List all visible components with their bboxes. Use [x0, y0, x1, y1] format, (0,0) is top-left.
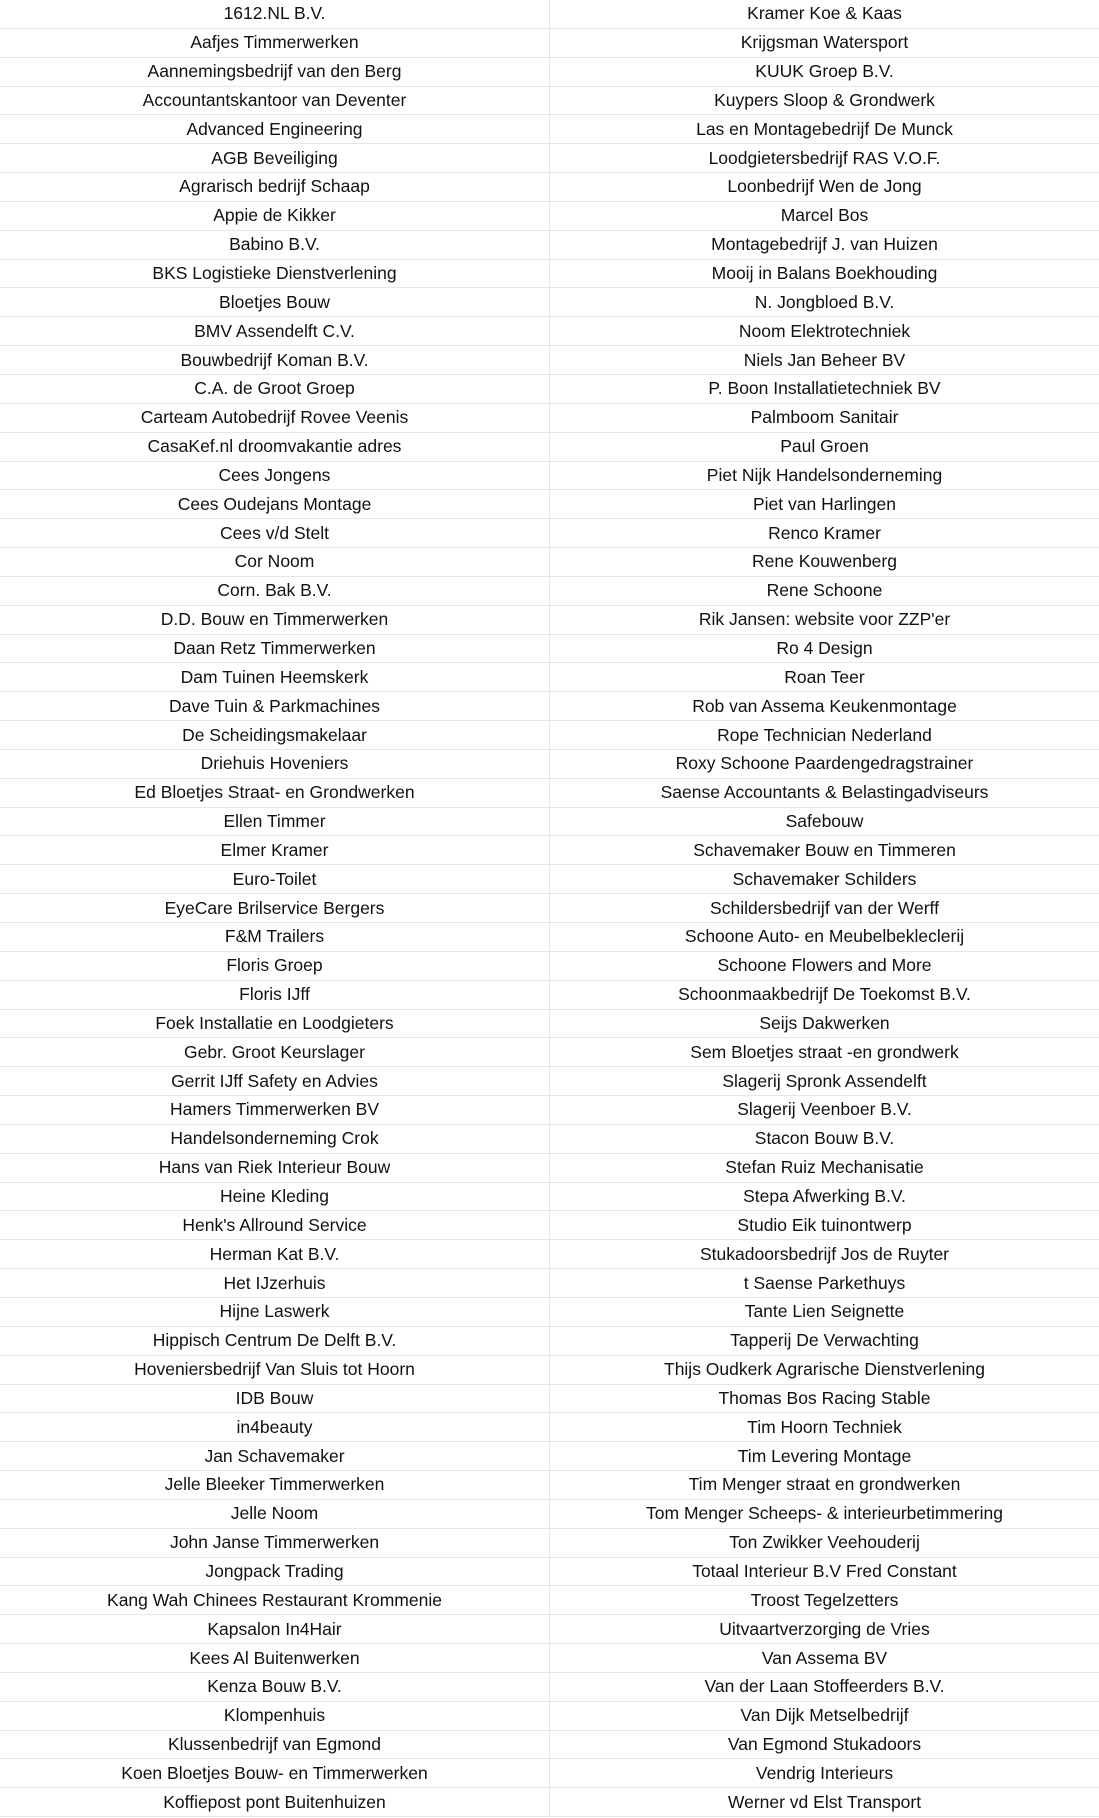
table-cell-left: F&M Trailers [0, 923, 550, 952]
table-cell-right: Vendrig Interieurs [550, 1759, 1099, 1788]
table-cell-right: Van Assema BV [550, 1644, 1099, 1673]
table-cell-right: Ton Zwikker Veehouderij [550, 1529, 1099, 1558]
table-cell-right: Slagerij Spronk Assendelft [550, 1067, 1099, 1096]
table-cell-left: Cor Noom [0, 548, 550, 577]
table-cell-right: Schoonmaakbedrijf De Toekomst B.V. [550, 981, 1099, 1010]
table-cell-left: Advanced Engineering [0, 115, 550, 144]
table-cell-right: Noom Elektrotechniek [550, 317, 1099, 346]
table-cell-left: Hoveniersbedrijf Van Sluis tot Hoorn [0, 1356, 550, 1385]
table-cell-right: Marcel Bos [550, 202, 1099, 231]
table-cell-right: Roxy Schoone Paardengedragstrainer [550, 750, 1099, 779]
table-cell-right: Rik Jansen: website voor ZZP'er [550, 606, 1099, 635]
table-cell-left: Koen Bloetjes Bouw- en Timmerwerken [0, 1759, 550, 1788]
table-cell-right: Thomas Bos Racing Stable [550, 1385, 1099, 1414]
table-cell-right: Slagerij Veenboer B.V. [550, 1096, 1099, 1125]
table-cell-left: Hippisch Centrum De Delft B.V. [0, 1327, 550, 1356]
table-cell-right: Renco Kramer [550, 519, 1099, 548]
table-cell-left: Cees Oudejans Montage [0, 490, 550, 519]
table-cell-right: Sem Bloetjes straat -en grondwerk [550, 1038, 1099, 1067]
table-cell-left: Carteam Autobedrijf Rovee Veenis [0, 404, 550, 433]
table-cell-left: Aannemingsbedrijf van den Berg [0, 58, 550, 87]
table-cell-left: Dam Tuinen Heemskerk [0, 663, 550, 692]
table-cell-right: Paul Groen [550, 433, 1099, 462]
table-cell-right: Seijs Dakwerken [550, 1010, 1099, 1039]
table-cell-right: Piet van Harlingen [550, 490, 1099, 519]
table-cell-left: Corn. Bak B.V. [0, 577, 550, 606]
table-cell-left: Dave Tuin & Parkmachines [0, 692, 550, 721]
table-cell-right: Schildersbedrijf van der Werff [550, 894, 1099, 923]
table-cell-right: Niels Jan Beheer BV [550, 346, 1099, 375]
table-cell-right: Roan Teer [550, 663, 1099, 692]
table-cell-right: Rope Technician Nederland [550, 721, 1099, 750]
table-cell-right: Stacon Bouw B.V. [550, 1125, 1099, 1154]
table-cell-left: Cees v/d Stelt [0, 519, 550, 548]
table-cell-left: Gerrit IJff Safety en Advies [0, 1067, 550, 1096]
table-cell-right: Tom Menger Scheeps- & interieurbetimmering [550, 1500, 1099, 1529]
table-cell-right: Schavemaker Bouw en Timmeren [550, 836, 1099, 865]
table-cell-right: Werner vd Elst Transport [550, 1788, 1099, 1817]
table-cell-right: Tim Levering Montage [550, 1442, 1099, 1471]
table-cell-right: Tapperij De Verwachting [550, 1327, 1099, 1356]
table-cell-left: Daan Retz Timmerwerken [0, 635, 550, 664]
table-cell-right: Loodgietersbedrijf RAS V.O.F. [550, 144, 1099, 173]
table-cell-left: Floris Groep [0, 952, 550, 981]
table-cell-left: Gebr. Groot Keurslager [0, 1038, 550, 1067]
table-cell-left: Driehuis Hoveniers [0, 750, 550, 779]
table-cell-right: Saense Accountants & Belastingadviseurs [550, 779, 1099, 808]
table-cell-left: Accountantskantoor van Deventer [0, 87, 550, 116]
table-cell-left: Henk's Allround Service [0, 1211, 550, 1240]
table-cell-left: Babino B.V. [0, 231, 550, 260]
table-cell-right: Loonbedrijf Wen de Jong [550, 173, 1099, 202]
table-cell-right: Totaal Interieur B.V Fred Constant [550, 1558, 1099, 1587]
table-cell-left: Appie de Kikker [0, 202, 550, 231]
table-cell-left: EyeCare Brilservice Bergers [0, 894, 550, 923]
table-cell-left: Jan Schavemaker [0, 1442, 550, 1471]
table-cell-right: Piet Nijk Handelsonderneming [550, 462, 1099, 491]
table-cell-right: Van der Laan Stoffeerders B.V. [550, 1673, 1099, 1702]
table-cell-right: Tim Hoorn Techniek [550, 1413, 1099, 1442]
table-cell-right: Las en Montagebedrijf De Munck [550, 115, 1099, 144]
table-cell-right: P. Boon Installatietechniek BV [550, 375, 1099, 404]
table-cell-right: t Saense Parkethuys [550, 1269, 1099, 1298]
table-cell-left: Jelle Noom [0, 1500, 550, 1529]
table-cell-left: Handelsonderneming Crok [0, 1125, 550, 1154]
table-cell-left: 1612.NL B.V. [0, 0, 550, 29]
table-cell-right: N. Jongbloed B.V. [550, 288, 1099, 317]
table-cell-right: Thijs Oudkerk Agrarische Dienstverlening [550, 1356, 1099, 1385]
table-cell-right: Troost Tegelzetters [550, 1586, 1099, 1615]
table-cell-left: Bloetjes Bouw [0, 288, 550, 317]
table-cell-right: Rob van Assema Keukenmontage [550, 692, 1099, 721]
table-cell-right: Schavemaker Schilders [550, 865, 1099, 894]
table-cell-left: CasaKef.nl droomvakantie adres [0, 433, 550, 462]
table-cell-left: Kang Wah Chinees Restaurant Krommenie [0, 1586, 550, 1615]
table-cell-left: Herman Kat B.V. [0, 1240, 550, 1269]
table-cell-left: Kapsalon In4Hair [0, 1615, 550, 1644]
table-cell-left: Kees Al Buitenwerken [0, 1644, 550, 1673]
table-cell-left: AGB Beveiliging [0, 144, 550, 173]
table-cell-left: Ed Bloetjes Straat- en Grondwerken [0, 779, 550, 808]
table-cell-right: Van Dijk Metselbedrijf [550, 1702, 1099, 1731]
table-cell-right: Tante Lien Seignette [550, 1298, 1099, 1327]
table-cell-left: Jongpack Trading [0, 1558, 550, 1587]
table-cell-left: Hans van Riek Interieur Bouw [0, 1154, 550, 1183]
table-cell-right: Rene Kouwenberg [550, 548, 1099, 577]
table-cell-right: Kuypers Sloop & Grondwerk [550, 87, 1099, 116]
table-cell-left: D.D. Bouw en Timmerwerken [0, 606, 550, 635]
table-cell-right: KUUK Groep B.V. [550, 58, 1099, 87]
table-cell-right: Schoone Auto- en Meubelbekleclerij [550, 923, 1099, 952]
table-cell-right: Studio Eik tuinontwerp [550, 1211, 1099, 1240]
table-cell-left: Klompenhuis [0, 1702, 550, 1731]
table-cell-left: Floris IJff [0, 981, 550, 1010]
table-cell-right: Uitvaartverzorging de Vries [550, 1615, 1099, 1644]
table-cell-right: Safebouw [550, 808, 1099, 837]
table-cell-left: Klussenbedrijf van Egmond [0, 1731, 550, 1760]
table-cell-left: in4beauty [0, 1413, 550, 1442]
table-cell-left: Elmer Kramer [0, 836, 550, 865]
table-cell-left: Kenza Bouw B.V. [0, 1673, 550, 1702]
table-cell-left: Foek Installatie en Loodgieters [0, 1010, 550, 1039]
table-cell-right: Stefan Ruiz Mechanisatie [550, 1154, 1099, 1183]
table-cell-left: Euro-Toilet [0, 865, 550, 894]
table-cell-right: Ro 4 Design [550, 635, 1099, 664]
table-cell-right: Van Egmond Stukadoors [550, 1731, 1099, 1760]
table-cell-left: Bouwbedrijf Koman B.V. [0, 346, 550, 375]
table-cell-left: Hamers Timmerwerken BV [0, 1096, 550, 1125]
table-cell-left: IDB Bouw [0, 1385, 550, 1414]
table-cell-right: Rene Schoone [550, 577, 1099, 606]
table-cell-left: BMV Assendelft C.V. [0, 317, 550, 346]
table-cell-left: Koffiepost pont Buitenhuizen [0, 1788, 550, 1817]
table-cell-right: Montagebedrijf J. van Huizen [550, 231, 1099, 260]
table-cell-left: C.A. de Groot Groep [0, 375, 550, 404]
table-cell-left: Aafjes Timmerwerken [0, 29, 550, 58]
table-cell-right: Palmboom Sanitair [550, 404, 1099, 433]
table-cell-right: Stukadoorsbedrijf Jos de Ruyter [550, 1240, 1099, 1269]
table-cell-left: BKS Logistieke Dienstverlening [0, 260, 550, 289]
table-cell-right: Krijgsman Watersport [550, 29, 1099, 58]
table-cell-left: Agrarisch bedrijf Schaap [0, 173, 550, 202]
table-cell-right: Stepa Afwerking B.V. [550, 1183, 1099, 1212]
table-cell-left: Heine Kleding [0, 1183, 550, 1212]
table-cell-left: De Scheidingsmakelaar [0, 721, 550, 750]
table-cell-left: Ellen Timmer [0, 808, 550, 837]
table-cell-right: Tim Menger straat en grondwerken [550, 1471, 1099, 1500]
table-cell-left: Het IJzerhuis [0, 1269, 550, 1298]
table-cell-left: Hijne Laswerk [0, 1298, 550, 1327]
table-cell-right: Mooij in Balans Boekhouding [550, 260, 1099, 289]
table-cell-left: Cees Jongens [0, 462, 550, 491]
table-cell-right: Kramer Koe & Kaas [550, 0, 1099, 29]
table-cell-left: Jelle Bleeker Timmerwerken [0, 1471, 550, 1500]
table-cell-right: Schoone Flowers and More [550, 952, 1099, 981]
table-cell-left: John Janse Timmerwerken [0, 1529, 550, 1558]
